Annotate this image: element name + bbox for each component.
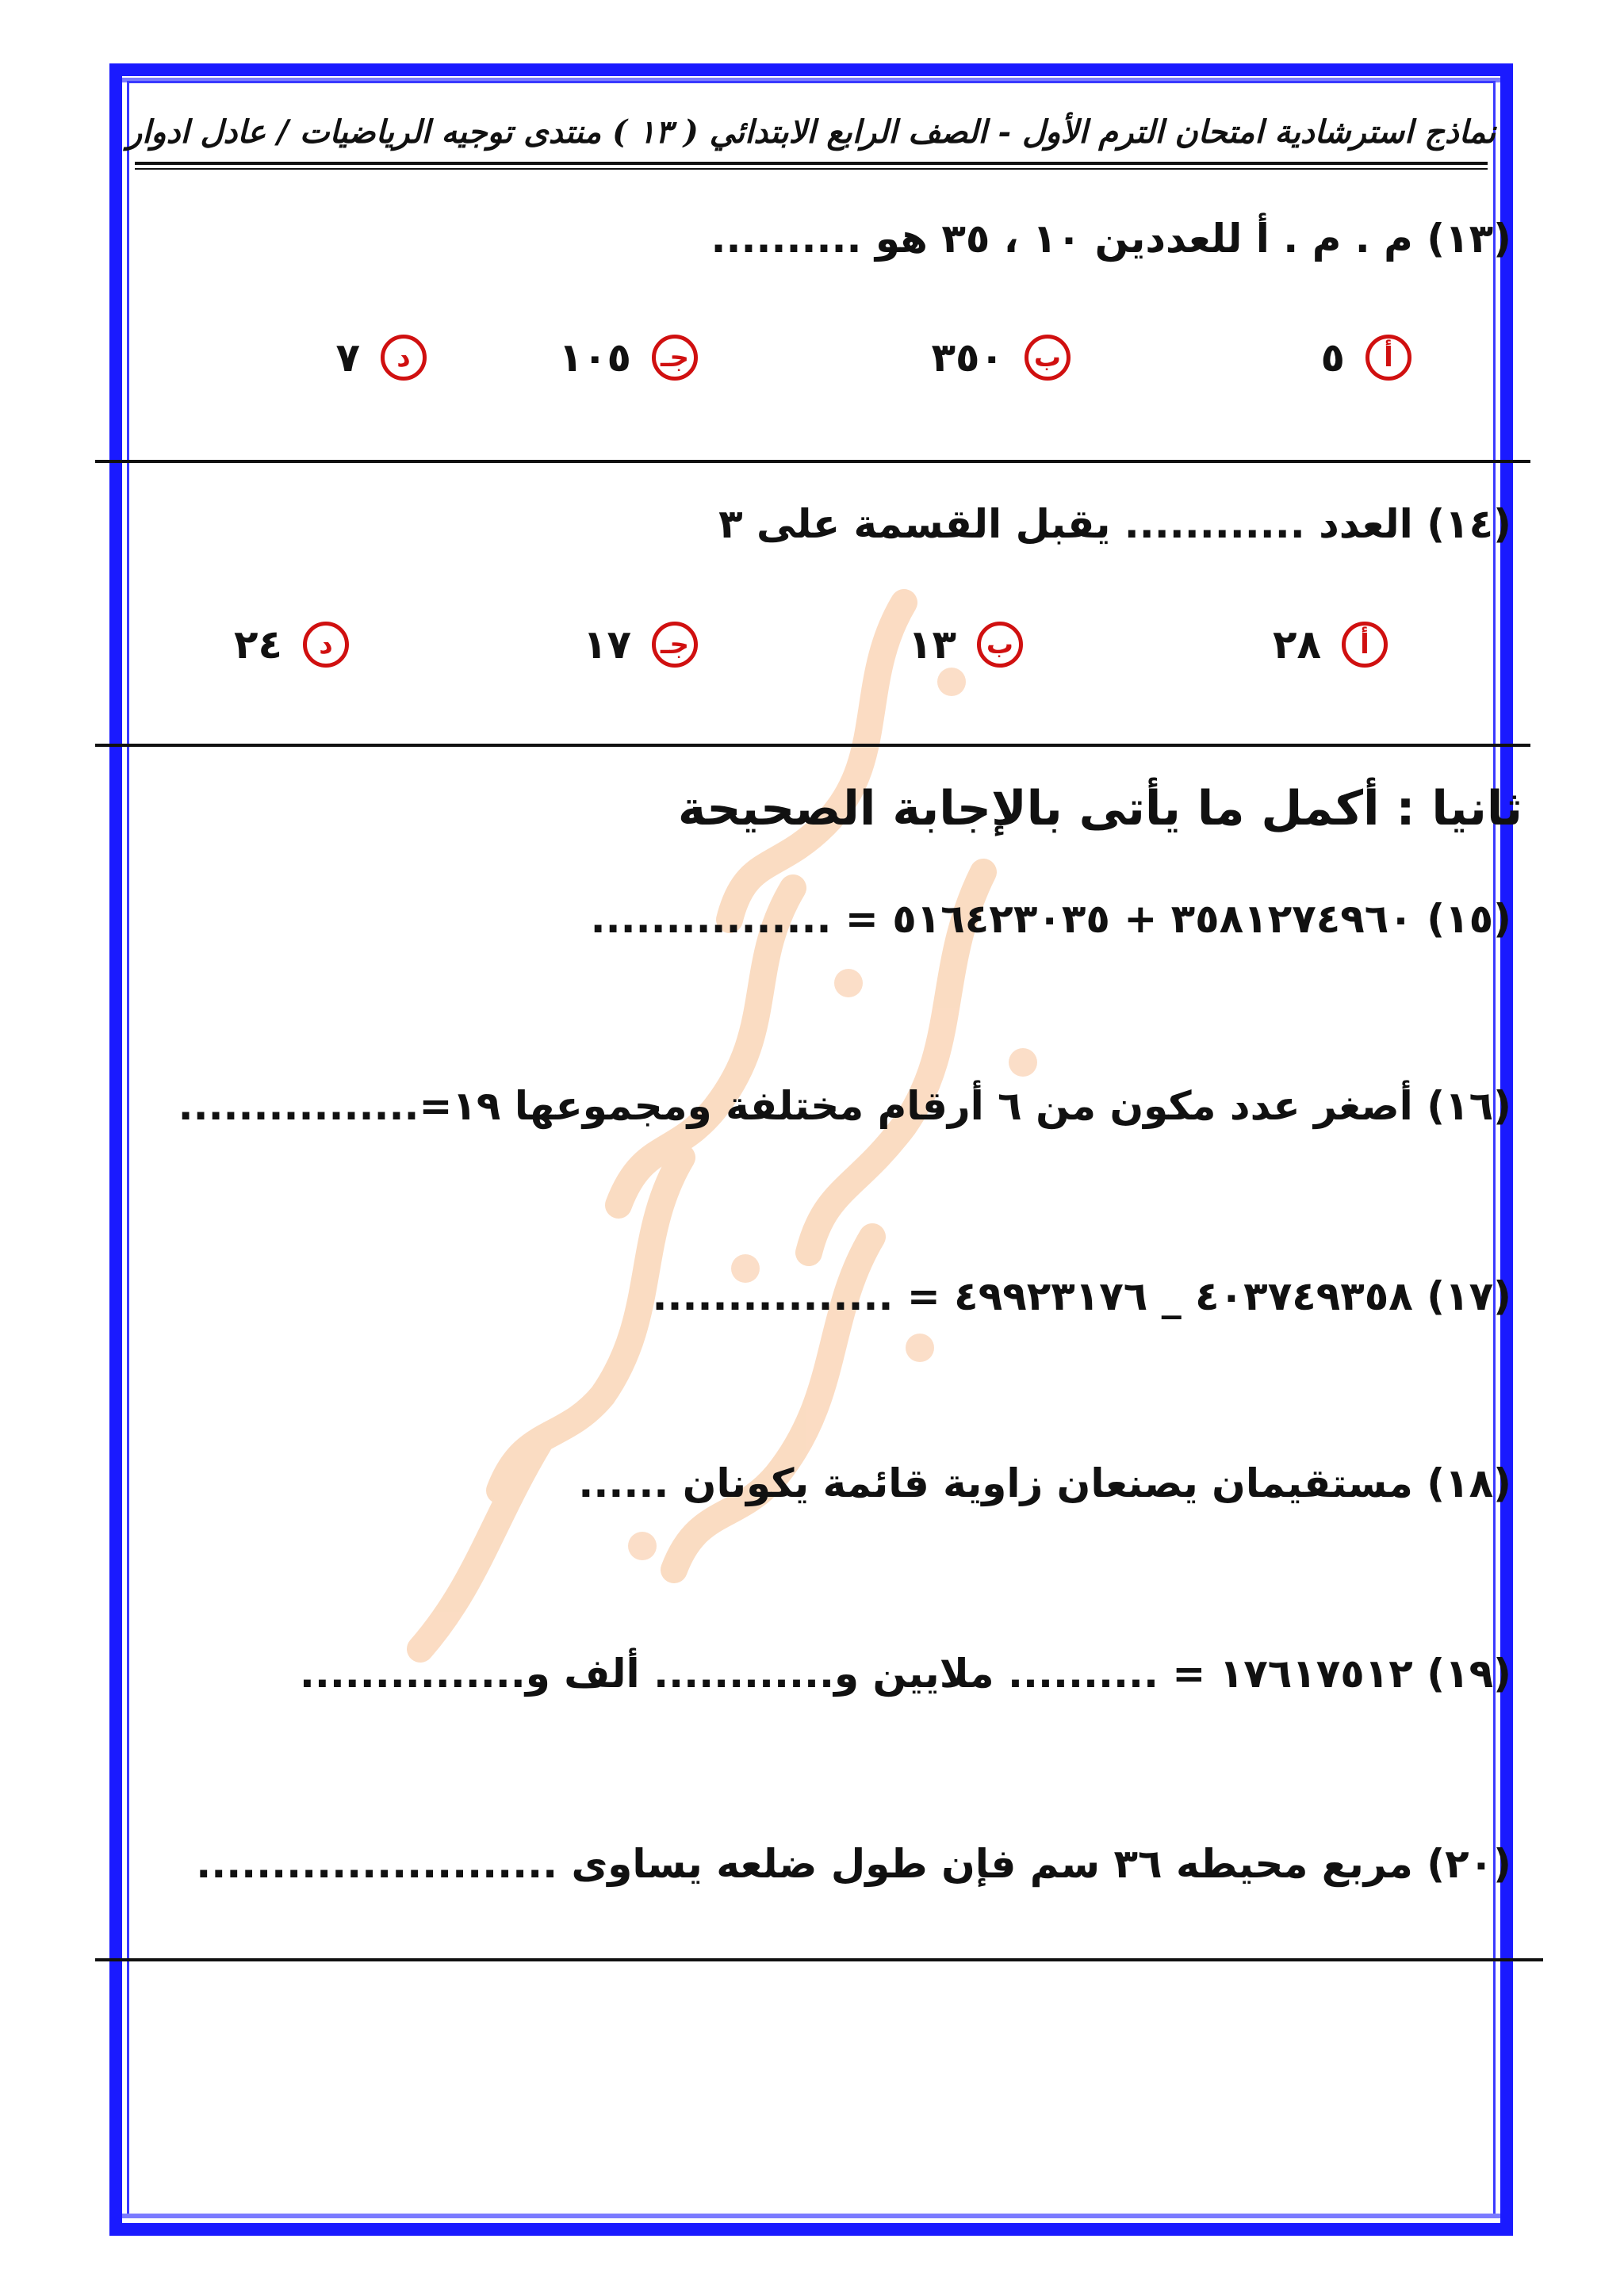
question-18 (578, 1460, 1511, 1506)
question-number: (١٦) (1427, 1083, 1511, 1129)
option-letter-badge: جـ (652, 622, 698, 668)
question-number: (١٧) (1427, 1273, 1511, 1319)
question-text: مستقيمان يصنعان زاوية قائمة يكونان ...... (578, 1460, 1413, 1506)
page-border-inner (127, 81, 1496, 2218)
page-header (126, 95, 1496, 168)
question-number: (١٥) (1427, 896, 1511, 942)
header-rule-thin (135, 168, 1488, 170)
question-number: (١٨) (1427, 1460, 1511, 1506)
question-14 (718, 501, 1511, 547)
header-text: نماذج استرشادية امتحان الترم الأول - الصف الرابع الابتدائي ( ١٣ ) منتدى توجيه الرياضيات / عادل ادوار (126, 113, 1496, 151)
question-text: ٣٥٨١٢٧٤٩٦٠ + ٥١٦٤٢٣٠٣٥ = ................ (590, 896, 1413, 942)
option-value: ٣٥٠ (931, 335, 1004, 381)
question-text: أصغر عدد مكون من ٦ أرقام مختلفة ومجموعها ١٩=................ (178, 1083, 1413, 1129)
option-letter-badge: أ (1365, 335, 1411, 381)
q13-option-a[interactable] (1320, 335, 1411, 381)
option-value: ١٠٥ (558, 335, 631, 381)
header-rule (135, 162, 1488, 165)
question-13 (711, 216, 1511, 262)
question-number: (١٩) (1427, 1651, 1511, 1697)
option-value: ٢٤ (233, 622, 282, 668)
option-value: ٢٨ (1272, 622, 1321, 668)
option-value: ١٧ (582, 622, 631, 668)
question-text: العدد ............ يقبل القسمة على ٣ (718, 501, 1413, 547)
section-divider (95, 460, 1530, 463)
q14-option-d[interactable] (234, 622, 349, 668)
question-number: (٢٠) (1427, 1841, 1511, 1887)
question-19 (300, 1651, 1511, 1697)
section-divider (95, 1958, 1543, 1961)
section-divider (95, 744, 1530, 747)
question-text: مربع محيطه ٣٦ سم فإن طول ضلعه يساوى ........................ (196, 1841, 1413, 1887)
q13-option-b[interactable] (931, 335, 1071, 381)
option-letter-badge: د (381, 335, 427, 381)
question-17 (653, 1273, 1511, 1319)
q14-option-c[interactable] (583, 622, 698, 668)
question-16 (178, 1083, 1511, 1129)
option-letter-badge: ب (977, 622, 1023, 668)
page-border-stripe-bottom (122, 2214, 1500, 2218)
section-title: ثانيا : أكمل ما يأتى بالإجابة الصحيحة (677, 781, 1522, 836)
option-letter-badge: د (303, 622, 349, 668)
question-text: م . م . أ للعددين ١٠ ، ٣٥ هو .......... (710, 216, 1413, 262)
option-letter-badge: جـ (652, 335, 698, 381)
question-number: (١٤) (1427, 501, 1511, 547)
option-value: ١٣ (907, 622, 956, 668)
q14-option-a[interactable] (1273, 622, 1388, 668)
question-20 (196, 1841, 1511, 1887)
q13-option-c[interactable] (558, 335, 698, 381)
question-text: ١٧٦١٧٥١٢ = .......... ملايين و............ ألف و............... (299, 1651, 1413, 1697)
option-letter-badge: ب (1025, 335, 1071, 381)
q13-option-d[interactable] (335, 335, 427, 381)
q14-option-b[interactable] (908, 622, 1023, 668)
option-value: ٥ (1320, 335, 1345, 381)
question-15 (591, 896, 1511, 942)
question-text: ٤٠٣٧٤٩٣٥٨ _ ٤٩٩٢٣١٧٦ = ................ (652, 1273, 1413, 1319)
question-number: (١٣) (1427, 216, 1511, 262)
option-letter-badge: أ (1342, 622, 1388, 668)
option-value: ٧ (335, 335, 360, 381)
